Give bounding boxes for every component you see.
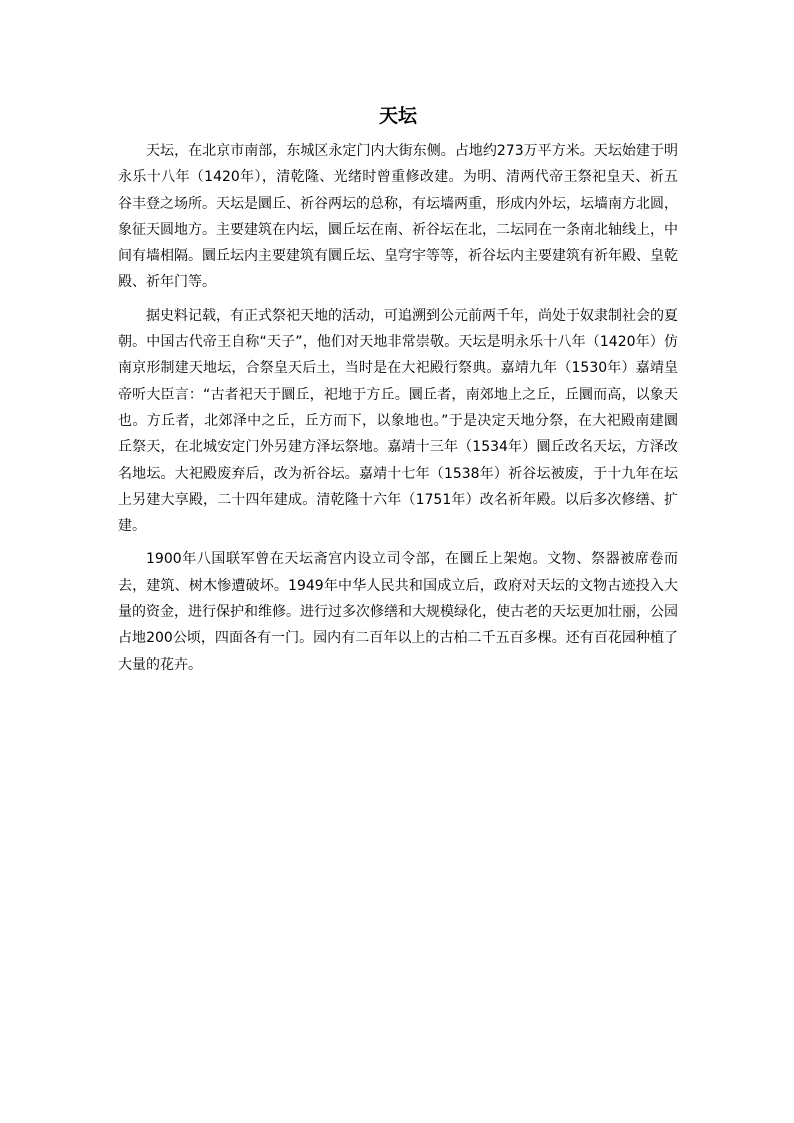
document-title: 天坛 <box>378 105 417 127</box>
paragraph-3: 1900年八国联军曾在天坛斋宫内设立司令部，在圜丘上架炮。文物、祭器被席卷而去，建筑、树木惨遭破坏。1949年中华人民共和国成立后，政府对天坛的文物古迹投入大量的资金，进行保护和维修。进行过多次修缮和大规模绿化，使古老的天坛更加壮丽，公园占地200公顷，四面各有一门。园内有二百年以上的古柏二千五百多棵。还有百花园种植了大量的花卉。 <box>118 551 678 673</box>
paragraph-1: 天坛，在北京市南部，东城区永定门内大街东侧。占地约273万平方米。天坛始建于明永乐十八年（1420年），清乾隆、光绪时曾重修改建。为明、清两代帝王祭祀皇天、祈五谷丰登之场所。天坛是圜丘、祈谷两坛的总称，有坛墙两重，形成内外坛，坛墙南方北圆，象征天圆地方。主要建筑在内坛，圜丘坛在南、祈谷坛在北，二坛同在一条南北轴线上，中间有墙相隔。圜丘坛内主要建筑有圜丘坛、皇穹宇等等，祈谷坛内主要建筑有祈年殿、皇乾殿、祈年门等。 <box>118 143 678 291</box>
paragraph-2: 据史料记载，有正式祭祀天地的活动，可追溯到公元前两千年，尚处于奴隶制社会的夏朝。中国古代帝王自称“天子”，他们对天地非常崇敬。天坛是明永乐十八年（1420年）仿南京形制建天地坛，合祭皇天后土，当时是在大祀殿行祭典。嘉靖九年（1530年）嘉靖皇帝听大臣言：“古者祀天于圜丘，祀地于方丘。圜丘者，南郊地上之丘，丘圜而高，以象天也。方丘者，北郊泽中之丘，丘方而下，以象地也。”于是决定天地分祭，在大祀殿南建圜丘祭天，在北城安定门外另建方泽坛祭地。嘉靖十三年（1534年）圜丘改名天坛，方泽改名地坛。大祀殿废弃后，改为祈谷坛。嘉靖十七年（1538年）祈谷坛被废，于十九年在坛上另建大享殿，二十四年建成。清乾隆十六年（1751年）改名祈年殿。以后多次修缮、扩建。 <box>118 307 678 535</box>
document-page <box>118 100 678 685</box>
